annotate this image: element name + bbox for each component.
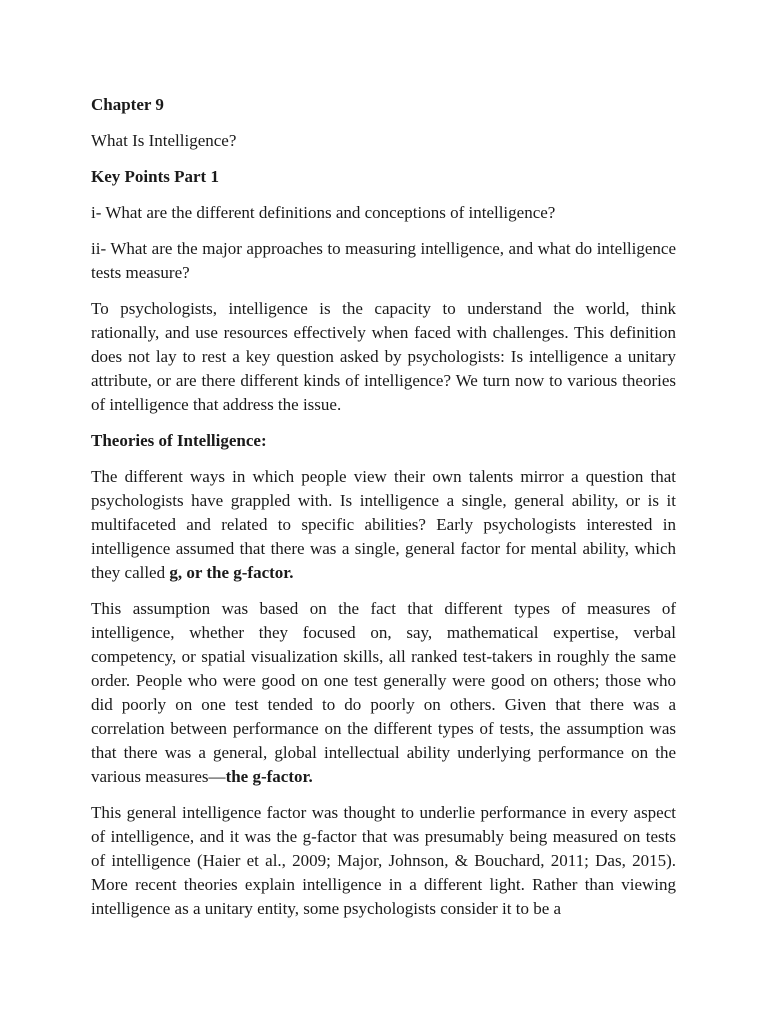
paragraph-assumption-text: This assumption was based on the fact that different types of measures of intelligence, whether they focused on, say, mathematical expertise, verbal competency, or spatial visualization skills, all ranked test-takers in roughly the same order. People who were good on one test generally were good on others; those who did poorly on one test tended to do poorly on others. Given that there was a correlation between performance on the different types of tests, the assumption was that there was a general, global intellectual ability underlying performance on the various measures— — [91, 599, 676, 786]
paragraph-assumption — [91, 597, 676, 789]
g-factor-term: g, or the g-factor. — [169, 563, 294, 582]
g-factor-term-2: the g-factor. — [225, 767, 313, 786]
key-points-heading: Key Points Part 1 — [91, 167, 219, 186]
paragraph-g-factor-intro — [91, 465, 676, 585]
key-question-1: i- What are the different definitions and conceptions of intelligence? — [91, 203, 556, 222]
paragraph-general-factor: This general intelligence factor was thought to underlie performance in every aspect of intelligence, and it was the g-factor that was presumably being measured on tests of intelligence (Haier et al., 2009; Major, Johnson, & Bouchard, 2011; Das, 2015). More recent theories explain intelligence in a different light. Rather than viewing intelligence as a unitary entity, some psychologists consider it to be a — [91, 803, 676, 918]
page-content — [91, 93, 676, 933]
paragraph-g-factor-intro-text: The different ways in which people view their own talents mirror a question that psychologists have grappled with. Is intelligence a single, general ability, or is it multifaceted and related to specific abilities? Early psychologists interested in intelligence assumed that there was a single, general factor for mental ability, which they called — [91, 467, 676, 582]
paragraph-definition: To psychologists, intelligence is the capacity to understand the world, think rationally, and use resources effectively when faced with challenges. This definition does not lay to rest a key question asked by psychologists: Is intelligence a unitary attribute, or are there different kinds of intelligence? We turn now to various theories of intelligence that address the issue. — [91, 299, 676, 414]
chapter-title: What Is Intelligence? — [91, 131, 237, 150]
chapter-heading: Chapter 9 — [91, 95, 164, 114]
section-heading-theories: Theories of Intelligence: — [91, 431, 267, 450]
key-question-2: ii- What are the major approaches to measuring intelligence, and what do intelligence tests measure? — [91, 239, 676, 282]
